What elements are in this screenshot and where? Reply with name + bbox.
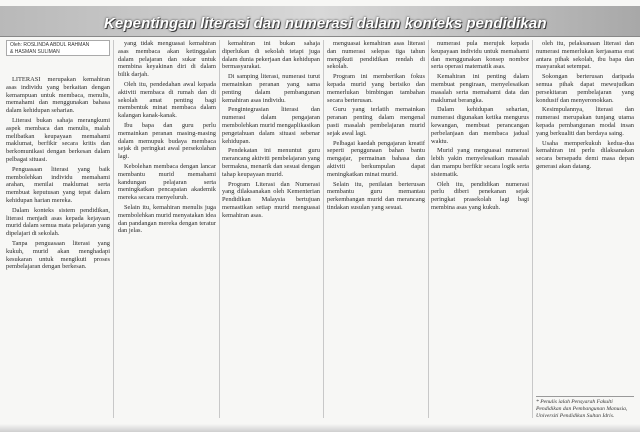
paragraph: Pelbagai kaedah pengajaran kreatif seperti penggunaan bahan bantu mengajar, permainan bahasa dan aktiviti berkumpulan dapat meningkatkan minat murid. — [327, 139, 425, 178]
author-line-1: Oleh: ROSLINDA ABDUL RAHMAN — [10, 42, 90, 48]
paragraph: Pengintegrasian literasi dan numerasi dalam pengajaran membolehkan murid mengaplikasikan pengetahuan dalam situasi sebenar kehidupan. — [222, 106, 320, 145]
author-line-2: & HASMAN SULIMAN — [10, 49, 60, 55]
column-divider — [532, 40, 533, 418]
paragraph: Literasi bukan sahaja merangkumi aspek membaca dan menulis, malah melibatkan keupayaan memahami maklumat, berfikir secara kritis dan berkomunikasi dengan berkesan dalam pelbagai situasi. — [6, 116, 110, 163]
paragraph: Guru yang terlatih memainkan peranan penting dalam mengenal pasti masalah pembelajaran murid sejak awal lagi. — [327, 106, 425, 137]
paragraph: Selain itu, kemahiran menulis juga membolehkan murid menyatakan idea dan pandangan mereka dengan teratur dan jelas. — [118, 203, 216, 235]
paragraph: Usaha memperkukuh kedua-dua kemahiran ini perlu dilaksanakan secara bersepadu demi masa depan generasi akan datang. — [536, 139, 634, 170]
paragraph: Program Literasi dan Numerasi yang dilaksanakan oleh Kementerian Pendidikan Malaysia bertujuan memastikan setiap murid menguasai kemahiran asas. — [222, 180, 320, 219]
paragraph: LITERASI merupakan kemahiran asas individu yang berkaitan dengan kemampuan untuk membaca, menulis, memahami dan menggunakan bahasa dalam kehidupan seharian. — [6, 76, 110, 115]
paragraph: numerasi pula merujuk kepada keupayaan individu untuk memahami dan menggunakan konsep nombor serta operasi matematik asas. — [431, 40, 529, 71]
paragraph: oleh itu, pelaksanaan literasi dan numerasi memerlukan kerjasama erat antara pihak sekolah, ibu bapa dan masyarakat setempat. — [536, 40, 634, 71]
paragraph: menguasai kemahiran asas literasi dan numerasi selepas tiga tahun mengikuti pendidikan rendah di sekolah. — [327, 40, 425, 71]
paragraph: Murid yang menguasai numerasi lebih yakin menyelesaikan masalah dan mampu berfikir secara logik serta sistematik. — [431, 147, 529, 178]
paragraph: Oleh itu, pendidikan numerasi perlu diberi penekanan sejak peringkat prasekolah lagi bagi membina asas yang kukuh. — [431, 180, 529, 211]
paragraph: Sokongan berterusan daripada semua pihak dapat mewujudkan persekitaran pembelajaran yang kondusif dan menyeronokkan. — [536, 73, 634, 104]
author-byline — [6, 40, 110, 56]
paragraph: Kesimpulannya, literasi dan numerasi merupakan tunjang utama kepada pembangunan modal insan yang berkualiti dan berdaya saing. — [536, 106, 634, 137]
article-column-4 — [327, 40, 425, 420]
paragraph: Selain itu, penilaian berterusan membantu guru memantau perkembangan murid dan merancang tindakan susulan yang sesuai. — [327, 180, 425, 211]
author-footnote: * Penulis ialah Pensyarah Fakulti Pendidikan dan Pembangunan Manusia, Universiti Pendidikan Sultan Idris. — [536, 396, 634, 419]
paragraph: Di samping literasi, numerasi turut memainkan peranan yang sama penting dalam pembangunan kemahiran asas individu. — [222, 73, 320, 104]
column-divider — [219, 40, 220, 418]
article-column-6 — [536, 40, 634, 420]
article-title: Kepentingan literasi dan numerasi dalam konteks pendidikan — [104, 15, 547, 32]
paragraph: Kemahiran ini penting dalam membuat pengiraan, menyelesaikan masalah serta memahami data dan maklumat berangka. — [431, 73, 529, 104]
paragraph: Pendekatan ini menuntut guru merancang aktiviti pembelajaran yang bermakna, menarik dan sesuai dengan tahap keupayaan murid. — [222, 147, 320, 178]
paragraph: Dalam kehidupan seharian, numerasi digunakan ketika mengurus kewangan, membuat perancangan perbelanjaan dan membaca jadual waktu. — [431, 106, 529, 145]
paragraph: Penguasaan literasi yang baik membolehkan individu memahami arahan, menilai maklumat serta membuat keputusan yang tepat dalam kehidupan harian mereka. — [6, 165, 110, 204]
paragraph: Program ini memberikan fokus kepada murid yang berisiko dan memerlukan bimbingan tambahan secara berterusan. — [327, 73, 425, 104]
article-column-2 — [118, 40, 216, 420]
paragraph: Dalam konteks sistem pendidikan, literasi menjadi asas kepada kejayaan murid dalam semua mata pelajaran yang dipelajari di sekolah. — [6, 206, 110, 238]
article-column-1 — [6, 76, 110, 420]
paragraph: kemahiran ini bukan sahaja diperlukan di sekolah tetapi juga dalam dunia pekerjaan dan kehidupan bermasyarakat. — [222, 40, 320, 71]
scan-shadow — [0, 424, 640, 432]
paragraph: yang tidak menguasai kemahiran asas membaca akan ketinggalan dalam pelajaran dan sukar untuk membina keyakinan diri di dalam bilik darjah. — [118, 40, 216, 79]
column-divider — [113, 40, 114, 418]
paragraph: Oleh itu, pendedahan awal kepada aktiviti membaca di rumah dan di sekolah amat penting bagi membentuk minat membaca dalam kalangan kanak-kanak. — [118, 80, 216, 120]
paragraph: Tanpa penguasaan literasi yang kukuh, murid akan menghadapi kesukaran untuk mengikuti proses pembelajaran dengan berkesan. — [6, 239, 110, 271]
title-banner — [0, 6, 640, 37]
column-divider — [428, 40, 429, 418]
article-column-3 — [222, 40, 320, 420]
article-column-5 — [431, 40, 529, 420]
paragraph: Ibu bapa dan guru perlu memainkan peranan masing-masing dalam memupuk budaya membaca sejak di peringkat awal persekolahan lagi. — [118, 121, 216, 161]
paragraph: Kebolehan membaca dengan lancar membantu murid memahami kandungan pelajaran serta meningkatkan pencapaian akademik mereka secara menyeluruh. — [118, 162, 216, 202]
column-divider — [323, 40, 324, 418]
